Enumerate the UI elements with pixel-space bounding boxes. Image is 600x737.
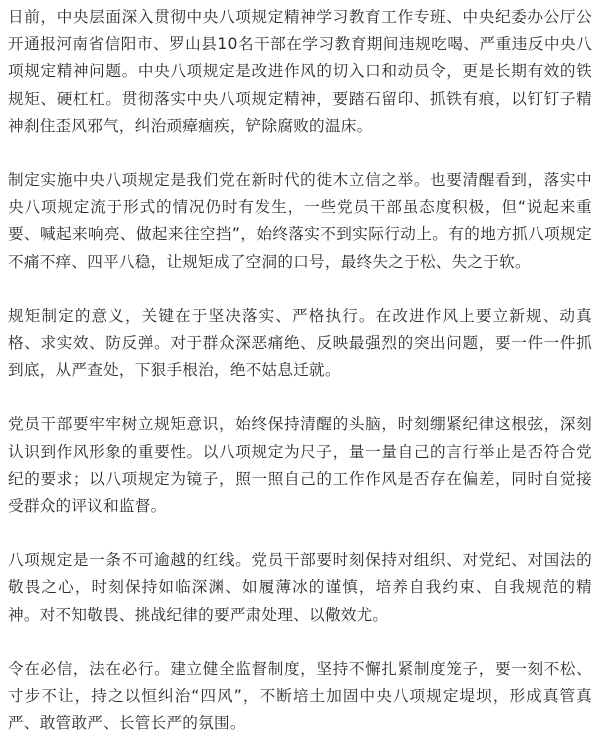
paragraph-4: 党员干部要牢牢树立规矩意识，始终保持清醒的头脑，时刻绷紧纪律这根弦，深刻认识到作风形象的重要性。以八项规定为尺子，量一量自己的言行举止是否符合党纪的要求；以八项规定为镜子，照一照自己的工作作风是否存在偏差，同时自觉接受群众的评议和监督。: [8, 415, 592, 516]
paragraph-6: 令在必信，法在必行。建立健全监督制度，坚持不懈扎紧制度笼子，要一刻不松、寸步不让，持之以恒纠治“四风”，不断培土加固中央八项规定堤坝，形成真管真严、敢管敢严、长管长严的氛围。: [8, 659, 592, 733]
paragraph-5: 八项规定是一条不可逾越的红线。党员干部要时刻保持对组织、对党纪、对国法的敬畏之心，时刻保持如临深渊、如履薄冰的谨慎，培养自我约束、自我规范的精神。对不知敬畏、挑战纪律的要严肃处理、以儆效尤。: [8, 551, 592, 624]
paragraph-2: 制定实施中央八项规定是我们党在新时代的徙木立信之举。也要清醒看到，落实中央八项规定流于形式的情况仍时有发生，一些党员干部虽态度积极，但“说起来重要、喊起来响亮、做起来往空挡”，始终落实不到实际行动上。有的地方抓八项规定不痛不痒、四平八稳，让规矩成了空洞的口号，最终失之于松、失之于软。: [8, 171, 592, 271]
paragraph-1: 日前，中央层面深入贯彻中央八项规定精神学习教育工作专班、中央纪委办公厅公开通报河南省信阳市、罗山县10名干部在学习教育期间违规吃喝、严重违反中央八项规定精神问题。中央八项规定是改进作风的切入口和动员令，更是长期有效的铁规矩、硬杠杠。贯彻落实中央八项规定精神，要踏石留印、抓铁有痕，以钉钉子精神刹住歪风邪气，纠治顽瘴痼疾，铲除腐败的温床。: [8, 8, 592, 135]
paragraph-3: 规矩制定的意义，关键在于坚决落实、严格执行。在改进作风上要立新规、动真格、求实效、防反弹。对于群众深恶痛绝、反映最强烈的突出问题，要一件一件抓到底，从严查处，下狠手根治，绝不姑息迁就。: [8, 306, 592, 380]
